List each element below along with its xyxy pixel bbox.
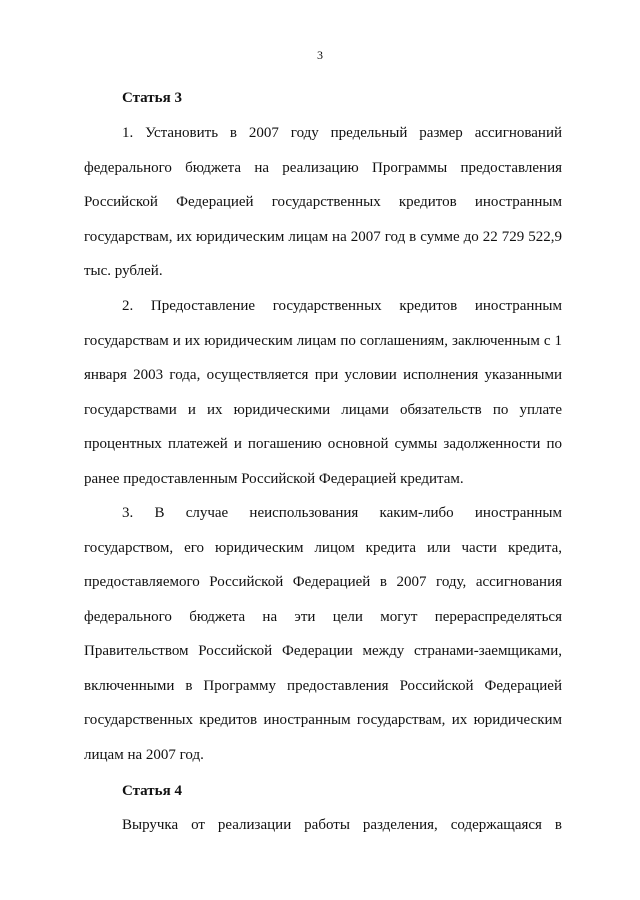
article-4-paragraph-1: Выручка от реализации работы разделения, содержащаяся в <box>122 817 562 833</box>
article-3-paragraph-1: 1. Установить в 2007 году предельный размер ассигнований федерального бюджета на реализацию Программы предоставления Российской Федерацией государственных кредитов иностранным государствам, их юридическим лицам на 2007 год в сумме до 22 729 522,9 тыс. рублей. <box>84 125 562 279</box>
page-number: 3 <box>317 48 323 62</box>
article-3-paragraph-2: 2. Предоставление государственных кредитов иностранным государствам и их юридическим лицам по соглашениям, заключенным с 1 января 2003 года, осуществляется при условии исполнения указанными государствами и их юридическими лицами обязательств по уплате процентных платежей и погашению основной суммы задолженности по ранее предоставленным Российской Федерацией кредитам. <box>84 298 562 487</box>
article-3-heading: Статья 3 <box>122 90 182 106</box>
article-4-heading: Статья 4 <box>122 783 182 799</box>
article-3-paragraph-3: 3. В случае неиспользования каким-либо иностранным государством, его юридическим лицом кредита или части кредита, предоставляемого Российской Федерацией в 2007 году, ассигнования федерального бюджета на эти цели могут перераспределяться Правительством Российской Федерации между странами-заемщиками, включенными в Программу предоставления Российской Федерацией государственных кредитов иностранным государствам, их юридическим лицам на 2007 год. <box>84 505 562 763</box>
